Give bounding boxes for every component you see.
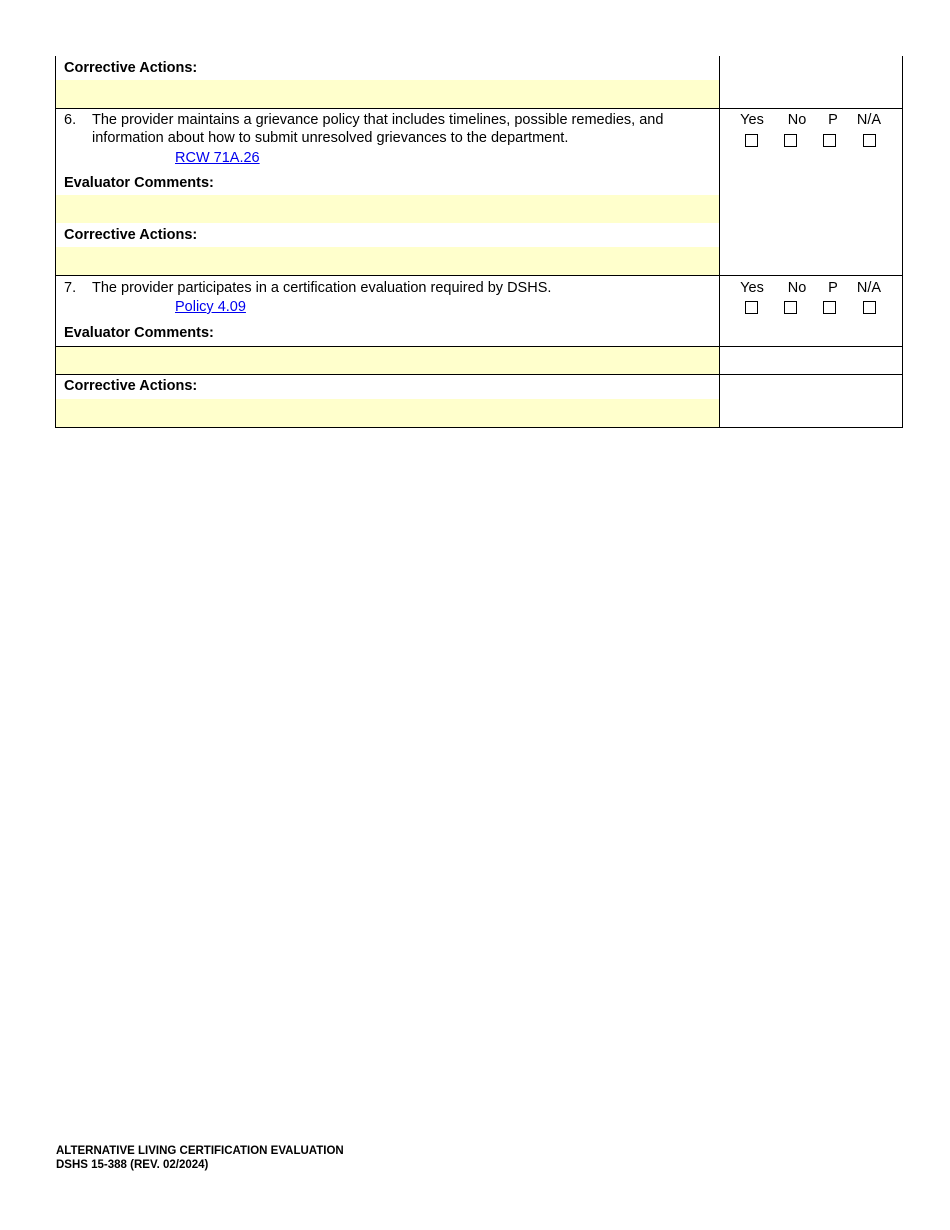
checkbox-yes[interactable] [745, 301, 758, 314]
corrective-actions-field-7[interactable] [56, 399, 719, 427]
corrective-actions-label: Corrective Actions: [64, 60, 198, 76]
option-no-label: No [787, 112, 807, 128]
option-na-label: N/A [856, 280, 882, 296]
option-p-label: P [828, 112, 838, 128]
table-border-right [902, 56, 903, 428]
row-divider [55, 374, 903, 375]
evaluator-comments-field-6[interactable] [56, 195, 719, 223]
option-yes-label: Yes [740, 112, 764, 128]
checkbox-na[interactable] [863, 134, 876, 147]
evaluator-comments-field-7[interactable] [56, 347, 719, 374]
corrective-actions-field-5[interactable] [56, 80, 719, 108]
item-text-line: The provider maintains a grievance policy that includes timelines, possible remedies, and [92, 112, 664, 128]
checkbox-yes[interactable] [745, 134, 758, 147]
evaluator-comments-label: Evaluator Comments: [64, 325, 214, 341]
corrective-actions-field-6[interactable] [56, 247, 719, 275]
item-text-line: The provider participates in a certification evaluation required by DSHS. [92, 280, 552, 296]
column-divider [719, 56, 720, 428]
corrective-actions-label: Corrective Actions: [64, 378, 198, 394]
footer-form-number: DSHS 15-388 (REV. 02/2024) [56, 1159, 209, 1171]
table-border-bottom [55, 427, 903, 428]
reference-link-rcw-71a26[interactable]: RCW 71A.26 [175, 150, 260, 166]
option-p-label: P [828, 280, 838, 296]
item-number: 6. [64, 112, 77, 128]
item-number: 7. [64, 280, 77, 296]
checkbox-no[interactable] [784, 134, 797, 147]
option-na-label: N/A [856, 112, 882, 128]
evaluator-comments-label: Evaluator Comments: [64, 175, 214, 191]
footer-title: ALTERNATIVE LIVING CERTIFICATION EVALUATION [56, 1145, 344, 1157]
checkbox-na[interactable] [863, 301, 876, 314]
corrective-actions-label: Corrective Actions: [64, 227, 198, 243]
option-yes-label: Yes [740, 280, 764, 296]
reference-link-policy-4-09[interactable]: Policy 4.09 [175, 299, 246, 315]
row-divider [55, 346, 903, 347]
row-divider [55, 108, 903, 109]
item-text-line: information about how to submit unresolved grievances to the department. [92, 130, 569, 146]
row-divider [55, 275, 903, 276]
checkbox-p[interactable] [823, 134, 836, 147]
checkbox-p[interactable] [823, 301, 836, 314]
table-border-left [55, 56, 56, 428]
option-no-label: No [787, 280, 807, 296]
checkbox-no[interactable] [784, 301, 797, 314]
